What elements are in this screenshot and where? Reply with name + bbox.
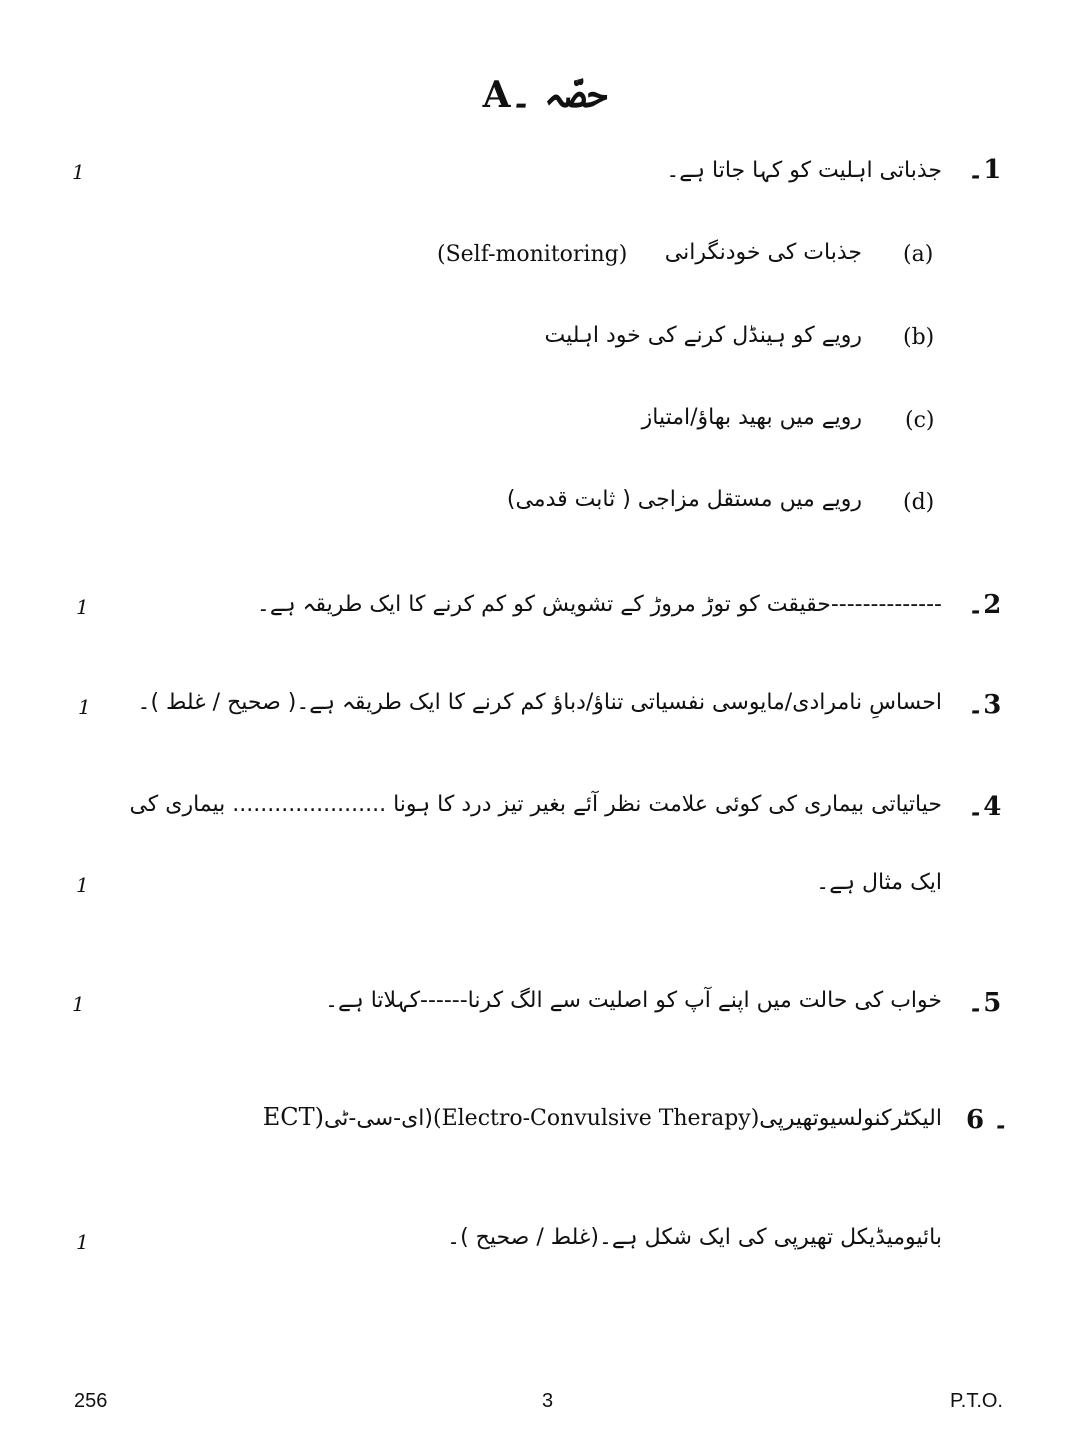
- paper-code: 256: [74, 1390, 108, 1412]
- option-label: (d): [903, 490, 935, 515]
- question-text: احساسِ نامرادی/مایوسی نفسیاتی تناؤ/دباؤ کم کرنے کا ایک طریقہ ہے۔( صحیح / غلط )۔: [137, 690, 942, 715]
- question-text: جذباتی اہلیت کو کہا جاتا ہے۔: [666, 158, 942, 183]
- question-text: خواب کی حالت میں اپنے آپ کو اصلیت سے الگ کرنا------کہلاتا ہے۔: [325, 988, 942, 1013]
- question-text-line1: [263, 1103, 942, 1131]
- question-marks: 1: [72, 992, 85, 1016]
- question-text-line2: بائیومیڈیکل تھیرپی کی ایک شکل ہے۔(غلط / صحیح )۔: [447, 1225, 942, 1250]
- question-text-line1: حیاتیاتی بیماری کی کوئی علامت نظر آئے بغیر تیز درد کا ہونا ...................... بیماری کی: [129, 792, 942, 817]
- question-number: 6 ۔: [966, 1105, 1009, 1135]
- question-marks: 1: [76, 873, 89, 897]
- page-number: 3: [542, 1390, 554, 1412]
- question-marks: 1: [76, 1230, 89, 1254]
- question-text-line2: ایک مثال ہے۔: [816, 870, 942, 895]
- option-label: (c): [905, 408, 935, 433]
- ect-english-term: (Electro-Convulsive Therapy): [433, 1106, 760, 1131]
- question-marks: 1: [78, 695, 91, 719]
- ect-urdu-term: الیکٹرکنولسیوتھیرپی: [759, 1106, 942, 1131]
- option-english: (Self-monitoring): [437, 242, 628, 267]
- ect-urdu-abbreviation: (ای-سی-ٹی: [323, 1106, 433, 1131]
- question-number: 4۔: [968, 792, 1002, 822]
- section-title: حصّہ ۔A: [482, 74, 608, 116]
- pto-label: P.T.O.: [950, 1390, 1003, 1412]
- question-marks: 1: [76, 595, 89, 619]
- option-label: (a): [903, 242, 934, 267]
- option-text: رویے کو ہینڈل کرنے کی خود اہلیت: [544, 323, 862, 348]
- option-text: جذبات کی خودنگرانی: [664, 240, 862, 265]
- ect-abbreviation: ECT): [262, 1103, 324, 1131]
- question-number: 2۔: [968, 590, 1002, 620]
- question-number: 1۔: [968, 155, 1002, 185]
- option-text: رویے میں مستقل مزاجی ( ثابت قدمی): [506, 487, 862, 512]
- question-number: 5۔: [968, 988, 1002, 1018]
- option-label: (b): [903, 325, 935, 350]
- question-text: --------------حقیقت کو توڑ مروڑ کے تشویش کو کم کرنے کا ایک طریقہ ہے۔: [256, 592, 942, 617]
- question-marks: 1: [72, 160, 85, 184]
- question-number: 3۔: [968, 690, 1002, 720]
- option-text: رویے میں بھید بھاؤ/امتیاز: [641, 405, 862, 430]
